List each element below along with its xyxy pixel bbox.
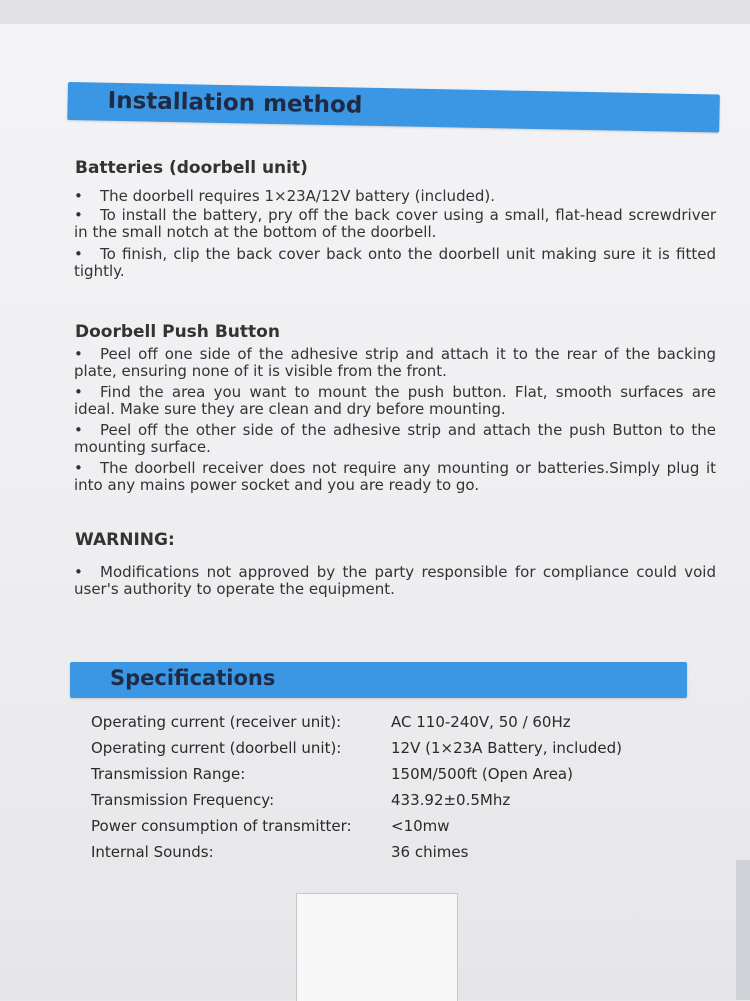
specifications-header-bar [70,662,687,698]
spec-value: 150M/500ft (Open Area) [391,765,573,783]
bullet-icon: • [74,206,83,224]
push-button-title: Doorbell Push Button [75,322,280,342]
spec-label: Operating current (receiver unit): [91,713,342,731]
warning-title: WARNING: [75,530,175,550]
batteries-title: Batteries (doorbell unit) [75,158,308,178]
batteries-item-1: • The doorbell requires 1×23A/12V battery (included). [74,187,495,205]
warning-item-1: • Modifications not approved by the party responsible for compliance could void user's authority to operate the equipment. [74,563,716,598]
spec-label: Power consumption of transmitter: [91,817,352,835]
specifications-header: Specifications [110,666,276,690]
push-button-item-1: • Peel off one side of the adhesive strip and attach it to the rear of the backing plate, ensuring none of it is visible from the front. [74,345,716,380]
bullet-icon: • [74,563,83,581]
push-button-item-4: • The doorbell receiver does not require any mounting or batteries.Simply plug it into any mains power socket and you are ready to go. [74,459,716,494]
spec-label: Operating current (doorbell unit): [91,739,342,757]
batteries-item-2: • To install the battery, pry off the back cover using a small, flat-head screwdriver in the small notch at the bottom of the doorbell. [74,206,716,241]
box-bottom-window [296,893,458,1001]
spec-value: 12V (1×23A Battery, included) [391,739,622,757]
installation-header-bar [67,82,720,133]
bullet-icon: • [74,245,83,263]
batteries-item-3: • To finish, clip the back cover back onto the doorbell unit making sure it is fitted tightly. [74,245,716,280]
push-button-item-2: • Find the area you want to mount the push button. Flat, smooth surfaces are ideal. Make sure they are clean and dry before mounting. [74,383,716,418]
spec-value: 433.92±0.5Mhz [391,791,511,809]
spec-label: Transmission Range: [91,765,246,783]
spec-label: Transmission Frequency: [91,791,275,809]
bullet-icon: • [74,459,83,477]
background-edge [736,860,750,1000]
bullet-icon: • [74,187,83,205]
spec-value: AC 110-240V, 50 / 60Hz [391,713,571,731]
bullet-icon: • [74,345,83,363]
spec-value: 36 chimes [391,843,469,861]
installation-header: Installation method [107,87,363,119]
push-button-item-3: • Peel off the other side of the adhesive strip and attach the push Button to the mounting surface. [74,421,716,456]
bullet-icon: • [74,421,83,439]
bullet-icon: • [74,383,83,401]
spec-label: Internal Sounds: [91,843,214,861]
box-top-edge [0,0,750,24]
spec-value: <10mw [391,817,450,835]
